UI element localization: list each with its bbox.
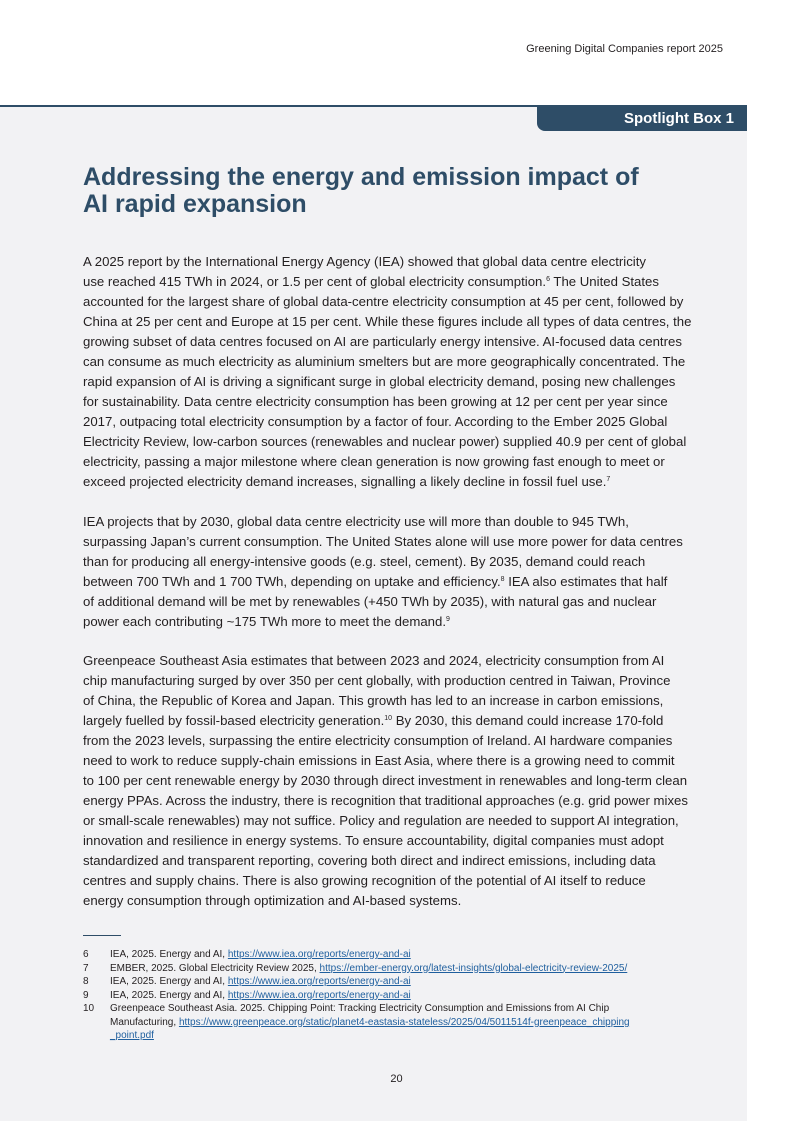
- footnote-link[interactable]: https://www.iea.org/reports/energy-and-ai: [227, 949, 411, 960]
- text-line: between 700 TWh and 1 700 TWh, depending on uptake and efficiency.$^8$ IEA also estimates that half: [83, 574, 668, 589]
- text-line: standardized and transparent reporting, covering both direct and indirect emissions, including data: [83, 853, 656, 868]
- footnotes: [83, 948, 703, 1043]
- text-line: electricity, passing a major milestone where clean generation is now growing fast enough to meet or: [83, 454, 665, 469]
- footnote-link[interactable]: https://ember-energy.org/latest-insights/global-electricity-review-2025/: [319, 962, 628, 974]
- text-line: largely fuelled by fossil-based electricity generation.$^{10}$ By 2030, this demand could increase 170-fold: [83, 713, 664, 728]
- footnote-number: 6: [83, 949, 89, 960]
- text-line: Electricity Review, low-carbon sources (renewables and nuclear power) supplied 40.9 per cent of global: [83, 434, 687, 449]
- footnote-number: 9: [83, 989, 89, 1001]
- footnote-ref[interactable]: 8: [500, 576, 505, 583]
- text-line: rapid expansion of AI is driving a significant surge in global electricity demand, posing new challenges: [83, 374, 676, 389]
- footnote-link[interactable]: https://www.iea.org/reports/energy-and-ai: [227, 989, 411, 1001]
- footnote-ref[interactable]: 7: [606, 476, 611, 483]
- text-line: chip manufacturing surged by over 350 per cent globally, with production centred in Taiwan, Province: [83, 673, 671, 688]
- footnote-text: IEA, 2025. Energy and AI,: [110, 976, 228, 987]
- text-line: exceed projected electricity demand increases, signalling a likely decline in fossil fuel use.$^7$: [83, 474, 611, 489]
- footnote-link[interactable]: https://www.greenpeace.org/static/planet4-eastasia-stateless/2025/04/5011514f-greenpeace_chipping: [178, 1016, 630, 1028]
- footnote-link-part-2[interactable]: _point.pdf: [110, 1030, 154, 1041]
- spotlight-label: Spotlight Box 1: [537, 106, 747, 131]
- footnote-ref[interactable]: 9: [446, 616, 450, 623]
- text-line: Greenpeace Southeast Asia estimates that between 2023 and 2024, electricity consumption from AI: [83, 653, 665, 668]
- text-line: of additional demand will be met by renewables (+450 TWh by 2035), with natural gas and nuclear: [83, 594, 657, 609]
- footnote-8: [83, 975, 703, 989]
- footnote-number: 7: [83, 962, 89, 974]
- text-line: to 100 per cent renewable energy by 2030 through direct investment in renewables and long-term clean: [83, 773, 688, 788]
- text-line: power each contributing ~175 TWh more to meet the demand.$^9$: [83, 614, 450, 629]
- text-line: growing subset of data centres focused on AI are particularly energy intensive. AI-focused data centres: [83, 334, 682, 349]
- text-line: centres and supply chains. There is also growing recognition of the potential of AI itself to reduce: [83, 873, 646, 888]
- footnote-text: IEA, 2025. Energy and AI,: [110, 949, 228, 960]
- footnote-link-continued: [110, 1029, 703, 1043]
- text-line: than for producing all energy-intensive goods (e.g. steel, cement). By 2035, demand could reach: [83, 554, 646, 569]
- text-line: use reached 415 TWh in 2024, or 1.5 per cent of global electricity consumption.$^6$ The United States: [83, 274, 659, 289]
- paragraph-1: [83, 252, 708, 492]
- footnote-text: IEA, 2025. Energy and AI,: [110, 989, 228, 1001]
- footnote-7: [83, 962, 703, 976]
- page-number: 20: [390, 1073, 403, 1085]
- paragraph-2: [83, 512, 708, 632]
- footnote-ref[interactable]: 6: [546, 276, 550, 283]
- footnote-text: Greenpeace Southeast Asia. 2025. Chipping Point: Tracking Electricity Consumption and Emissions from AI Chip: [110, 1003, 610, 1014]
- text-line: from the 2023 levels, surpassing the entire electricity consumption of Ireland. AI hardware companies: [83, 733, 673, 748]
- text-line: energy PPAs. Across the industry, there is recognition that traditional approaches (e.g. grid power mixes: [83, 793, 688, 808]
- paragraph-3: [83, 651, 708, 911]
- footnote-text-continued: Manufacturing, https://www.greenpeace.org/static/planet4-eastasia-stateless/2025/04/5011514f-greenpeace_chipping: [110, 1016, 630, 1028]
- text-line: can consume as much electricity as aluminium smelters but are more geographically concentrated. The: [83, 354, 686, 369]
- footnote-10: [83, 1002, 703, 1043]
- text-line: A 2025 report by the International Energy Agency (IEA) showed that global data centre electricity: [83, 254, 646, 269]
- text-line: for sustainability. Data centre electricity consumption has been growing at 12 per cent per year since: [83, 394, 668, 409]
- text-line: surpassing Japan’s current consumption. The United States alone will use more power for data centres: [83, 534, 683, 549]
- text-line: or small-scale renewables) may not suffice. Policy and regulation are needed to support AI integration,: [83, 813, 679, 828]
- footnote-ref[interactable]: 10: [384, 715, 393, 722]
- footnote-text: EMBER, 2025. Global Electricity Review 2025,: [110, 962, 320, 974]
- box-title-line-1: Addressing the energy and emission impact of: [83, 163, 639, 191]
- footnote-6: [83, 948, 703, 962]
- box-title-line-2: AI rapid expansion: [83, 190, 307, 218]
- footnote-number: 8: [83, 976, 89, 987]
- text-line: accounted for the largest share of global data-centre electricity consumption at 45 per cent, followed by: [83, 294, 684, 309]
- text-line: energy consumption through optimization and AI-based systems.: [83, 893, 462, 908]
- text-line: of China, the Republic of Korea and Japan. This growth has led to an increase in carbon emissions,: [83, 693, 664, 708]
- text-line: need to work to reduce supply-chain emissions in East Asia, where there is a growing need to commit: [83, 753, 675, 768]
- footnote-9: [83, 989, 703, 1003]
- text-line: 2017, outpacing total electricity consumption by a factor of four. According to the Ember 2025 Global: [83, 414, 668, 429]
- text-line: IEA projects that by 2030, global data centre electricity use will more than double to 945 TWh,: [83, 514, 629, 529]
- footnote-number: 10: [83, 1003, 95, 1014]
- text-line: innovation and resilience in energy systems. To ensure accountability, digital companies must adopt: [83, 833, 664, 848]
- box-title: [83, 164, 683, 218]
- running-header: Greening Digital Companies report 2025: [526, 43, 723, 55]
- footnote-link[interactable]: https://www.iea.org/reports/energy-and-ai: [227, 976, 411, 987]
- text-line: China at 25 per cent and Europe at 15 per cent. While these figures include all types of data centres, the: [83, 314, 692, 329]
- footnote-divider: [83, 935, 121, 936]
